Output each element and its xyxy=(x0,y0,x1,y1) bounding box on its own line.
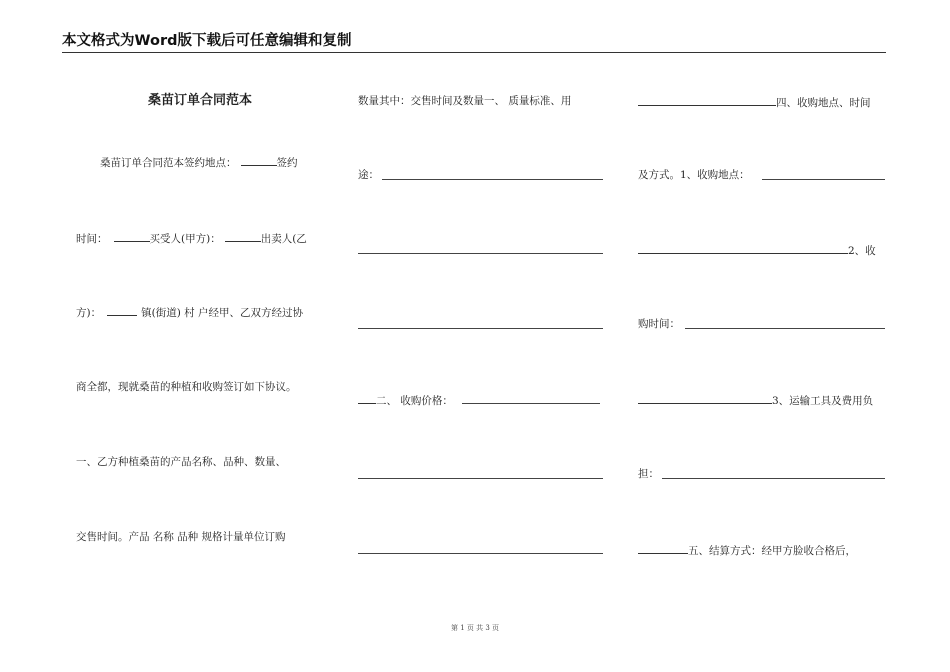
col3-line-3 xyxy=(638,242,876,256)
col3-line-5-text: 3、运输工具及费用负 xyxy=(772,395,874,407)
document-title: 桑苗订单合同范本 xyxy=(147,93,252,108)
blank-purchase-price xyxy=(462,403,600,404)
download-notice-header: 本文格式为Word版下载后可任意编辑和复制 xyxy=(62,33,352,49)
col2-line-2 xyxy=(358,168,379,182)
col2-line-5-text: 二、 收购价格： xyxy=(376,395,453,407)
col1-line-1-text: 桑苗订单合同范本签约地点： xyxy=(100,157,237,169)
col2-line-2-text: 途： xyxy=(358,169,379,181)
blank-time-line-2 xyxy=(638,392,772,404)
blank-location-line-2 xyxy=(638,242,848,254)
col1-line-3 xyxy=(76,304,303,318)
blank-usage-line-2 xyxy=(358,253,603,254)
col3-line-1-text: 四、收购地点、时间 xyxy=(776,97,871,109)
col1-line-2-text-2: 买受人(甲方)： xyxy=(149,233,221,245)
col1-line-6 xyxy=(76,530,286,544)
col1-line-6-text: 交售时间。产品 名称 品种 规格计量单位订购 xyxy=(76,531,286,543)
blank-signing-time xyxy=(114,230,150,242)
col3-line-6 xyxy=(638,467,659,481)
col2-line-5 xyxy=(358,392,453,406)
col1-line-4-text: 商全都，现就桑苗的种植和收购签订如下协议。 xyxy=(76,381,297,393)
col1-line-3-text: 方)： xyxy=(76,307,102,319)
blank-seller xyxy=(107,304,137,316)
col1-line-5 xyxy=(76,455,286,469)
blank-before-location xyxy=(638,94,776,106)
blank-before-settlement xyxy=(638,542,688,554)
col1-line-2 xyxy=(76,230,307,244)
col3-line-7-text: 五、结算方式：经甲方脸收合格后， xyxy=(688,545,856,557)
blank-price-line-2 xyxy=(358,478,603,479)
col3-line-1 xyxy=(638,94,871,108)
col1-line-3-text-2: 镇(街道) 村 户经甲、乙双方经过协 xyxy=(141,307,303,319)
blank-usage-line-1 xyxy=(382,179,603,180)
blank-signing-location xyxy=(241,154,277,166)
col1-line-5-text: 一、乙方种植桑苗的产品名称、品种、数量、 xyxy=(76,456,286,468)
col2-line-1-text: 数量其中：交售时间及数量一、 质量标准、用 xyxy=(358,95,572,107)
blank-transport-cost xyxy=(662,478,885,479)
col3-line-5 xyxy=(638,392,873,406)
blank-price-line-3 xyxy=(358,553,603,554)
page-number: 第 1 页 共 3 页 xyxy=(450,624,500,632)
col1-line-2-text-3: 出卖人(乙 xyxy=(260,233,307,245)
col1-line-1-text-2: 签约 xyxy=(276,157,298,169)
col3-line-7 xyxy=(638,542,856,556)
col1-line-4 xyxy=(76,380,297,394)
col3-line-2-text: 及方式。1、收购地点： xyxy=(638,169,750,181)
blank-buyer xyxy=(225,230,261,242)
col3-line-6-text: 担： xyxy=(638,468,659,480)
col3-line-4-text: 购时间： xyxy=(638,318,680,330)
col3-line-4 xyxy=(638,317,680,331)
col1-line-1 xyxy=(100,154,298,168)
header-divider xyxy=(62,52,886,53)
col2-line-1 xyxy=(358,94,571,108)
col3-line-3-text: 2、收 xyxy=(848,245,876,257)
blank-usage-line-3 xyxy=(358,328,603,329)
blank-purchase-time xyxy=(685,328,885,329)
blank-before-price xyxy=(358,392,376,404)
col1-line-2-text: 时间： xyxy=(76,233,108,245)
blank-purchase-location xyxy=(762,179,885,180)
col3-line-2 xyxy=(638,168,750,182)
